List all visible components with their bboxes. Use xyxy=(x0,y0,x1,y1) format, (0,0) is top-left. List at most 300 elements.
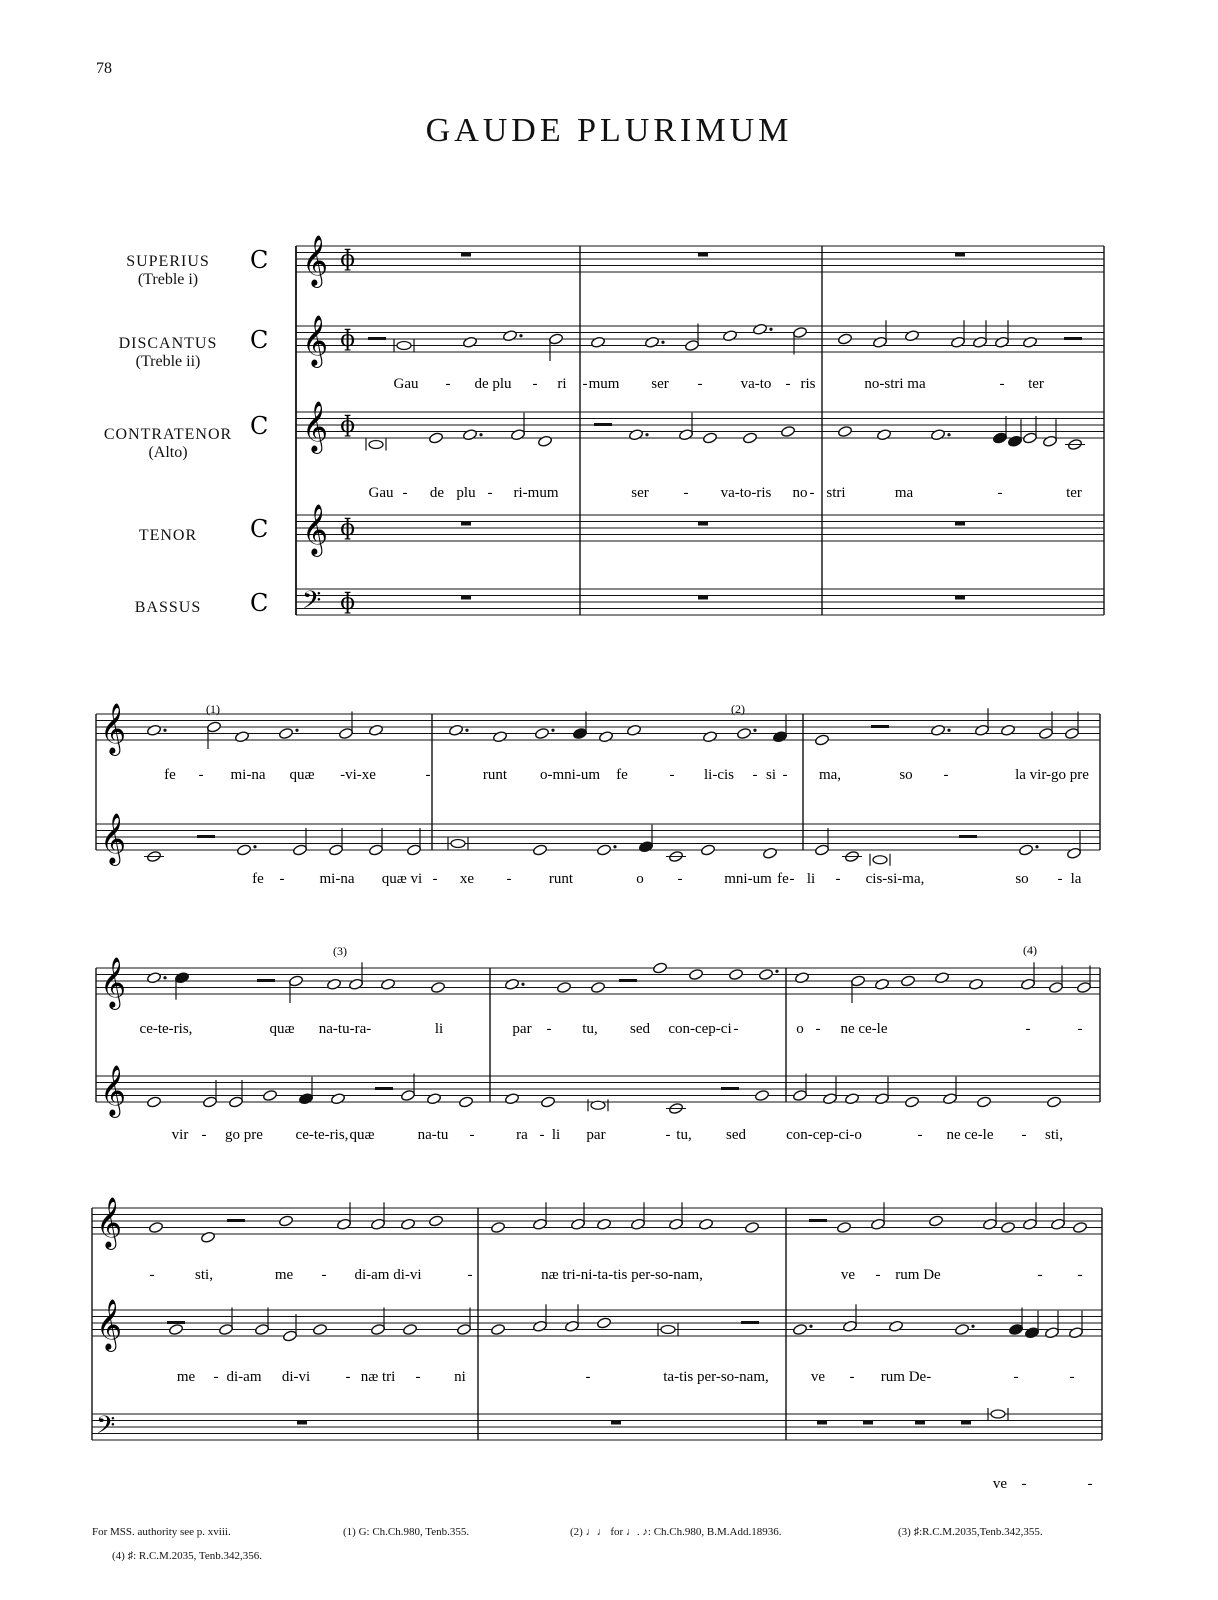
lyric-syllable: - xyxy=(415,1369,421,1385)
lyric-syllable: - xyxy=(198,767,204,783)
whole-note xyxy=(326,978,341,990)
lyric-syllable: di-vi xyxy=(281,1369,311,1385)
lyric-syllable: - xyxy=(999,376,1005,392)
whole-note xyxy=(700,844,715,856)
lyric-syllable: ne ce-le xyxy=(946,1127,994,1143)
whole-note xyxy=(368,724,383,736)
lyric-syllable: mum xyxy=(588,376,620,392)
whole-note xyxy=(490,1221,505,1233)
whole-note xyxy=(736,727,751,739)
whole-note xyxy=(504,978,519,990)
whole-note xyxy=(262,1089,277,1101)
lyric-syllable: - xyxy=(1087,1476,1093,1492)
whole-rest xyxy=(461,253,471,257)
lyric-syllable: - xyxy=(815,1021,821,1037)
lyric-syllable: ser xyxy=(651,376,669,392)
whole-note xyxy=(1018,844,1033,856)
whole-note xyxy=(430,981,445,993)
breve-note xyxy=(451,840,465,848)
lyric-syllable: - xyxy=(321,1267,327,1283)
half-note xyxy=(1022,1218,1037,1230)
whole-rest xyxy=(915,1421,925,1425)
cut-time-signature: ɸ xyxy=(340,327,356,352)
half-note xyxy=(1020,978,1035,990)
lyric-syllable: ra xyxy=(516,1127,528,1143)
whole-note xyxy=(702,432,717,444)
treble-clef: 𝄞 xyxy=(302,235,329,286)
lyric-syllable: - xyxy=(1021,1476,1027,1492)
voice-sub: (Treble i) xyxy=(137,271,199,288)
note-dot xyxy=(163,976,166,979)
whole-note xyxy=(814,734,829,746)
lyric-syllable: mni-um xyxy=(724,871,772,887)
lyric-syllable: - xyxy=(789,871,795,887)
whole-rest xyxy=(955,522,965,526)
whole-rest xyxy=(698,253,708,257)
whole-note xyxy=(448,724,463,736)
whole-note xyxy=(200,1231,215,1243)
whole-note xyxy=(1046,1096,1061,1108)
half-rest xyxy=(741,1321,759,1324)
whole-note xyxy=(146,724,161,736)
half-note xyxy=(870,1218,885,1230)
lyric-syllable: me xyxy=(176,1369,196,1385)
lyric-syllable: ni xyxy=(454,1369,466,1385)
lyric-syllable: de plu xyxy=(474,376,512,392)
whole-note xyxy=(556,981,571,993)
lyric-syllable: - xyxy=(539,1127,545,1143)
whole-note xyxy=(330,1093,345,1105)
lyric-syllable: - xyxy=(997,485,1003,501)
lyric-syllable: ma, xyxy=(818,767,842,783)
lyric-syllable: no xyxy=(792,485,808,501)
half-note xyxy=(668,1218,683,1230)
whole-note xyxy=(744,1221,759,1233)
incipit-mensuration-sign: C xyxy=(250,326,269,354)
lyric-syllable: - xyxy=(849,1369,855,1385)
lyric-syllable: di-am xyxy=(226,1369,262,1385)
half-note xyxy=(532,1320,547,1332)
lyric-syllable: runt xyxy=(482,767,508,783)
whole-note xyxy=(492,731,507,743)
whole-note xyxy=(312,1323,327,1335)
whole-note xyxy=(428,1215,443,1227)
lyric-syllable: va-to xyxy=(740,376,772,392)
lyric-syllable: quæ xyxy=(289,767,315,783)
voice-name: DISCANTUS xyxy=(118,335,218,352)
lyric-syllable: - xyxy=(345,1369,351,1385)
half-note xyxy=(874,1093,889,1105)
half-note xyxy=(282,1330,297,1342)
whole-note xyxy=(462,336,477,348)
breve-note xyxy=(873,856,887,864)
lyric-syllable: li xyxy=(551,1127,561,1143)
voice-name: CONTRATENOR xyxy=(103,426,233,443)
quarter-note xyxy=(174,972,189,984)
note-dot xyxy=(465,729,468,732)
whole-note xyxy=(758,968,773,980)
whole-note xyxy=(590,981,605,993)
lyric-syllable: ter xyxy=(1066,485,1082,501)
half-note xyxy=(872,336,887,348)
half-note xyxy=(564,1320,579,1332)
whole-note xyxy=(928,1215,943,1227)
lyric-syllable: vir xyxy=(171,1127,189,1143)
whole-note xyxy=(688,968,703,980)
whole-note xyxy=(458,1096,473,1108)
lyric-syllable: fe xyxy=(252,871,264,887)
lyric-syllable: næ tri xyxy=(360,1369,396,1385)
whole-note xyxy=(236,844,251,856)
lyric-syllable: me xyxy=(274,1267,294,1283)
whole-note xyxy=(644,336,659,348)
page-title: GAUDE PLURIMUM xyxy=(425,112,793,149)
lyric-syllable: - xyxy=(752,767,758,783)
cut-time-signature: ɸ xyxy=(340,413,356,438)
half-note xyxy=(850,975,865,987)
lyric-syllable: quæ xyxy=(269,1021,295,1037)
half-note xyxy=(842,1320,857,1332)
whole-note xyxy=(888,1320,903,1332)
lyric-syllable: - xyxy=(1077,1021,1083,1037)
half-rest xyxy=(721,1087,739,1090)
lyric-syllable: par xyxy=(586,1127,606,1143)
footnote-2: (2) ♩♩ for ♩. ♪: Ch.Ch.980, B.M.Add.18936. xyxy=(570,1526,782,1538)
lyric-syllable: ce-te-ris, xyxy=(295,1127,349,1143)
footnote-mark: (4) xyxy=(1023,943,1037,957)
whole-note xyxy=(596,1317,611,1329)
whole-note xyxy=(400,1218,415,1230)
lyric-syllable: ter xyxy=(1028,376,1044,392)
whole-note xyxy=(722,330,737,342)
whole-note xyxy=(837,425,852,437)
whole-note xyxy=(278,1215,293,1227)
whole-note xyxy=(1000,1221,1015,1233)
lyric-syllable: fe xyxy=(164,767,176,783)
whole-note xyxy=(904,1096,919,1108)
lyric-syllable: ve xyxy=(810,1369,826,1385)
half-note xyxy=(338,727,353,739)
lyric-syllable: fe xyxy=(777,871,789,887)
voice-sub: (Treble ii) xyxy=(135,353,201,370)
lyric-syllable: - xyxy=(201,1127,207,1143)
half-note xyxy=(328,844,343,856)
bass-clef: 𝄢 xyxy=(96,1411,116,1446)
lyric-syllable: - xyxy=(149,1267,155,1283)
lyric-syllable: næ tri-ni-ta-tis per-so-nam, xyxy=(541,1267,703,1283)
lyric-syllable: ne ce-le xyxy=(840,1021,888,1037)
half-note xyxy=(254,1323,269,1335)
whole-rest xyxy=(297,1421,307,1425)
half-rest xyxy=(871,725,889,728)
lyric-syllable: li xyxy=(434,1021,444,1037)
quarter-note xyxy=(772,731,787,743)
lyric-syllable: so xyxy=(899,767,913,783)
lyric-syllable: - xyxy=(943,767,949,783)
lyric-syllable: ve xyxy=(840,1267,856,1283)
note-dot xyxy=(551,729,554,732)
whole-note xyxy=(537,435,552,447)
half-rest xyxy=(594,423,612,426)
whole-note xyxy=(590,336,605,348)
lyric-syllable: mi-na xyxy=(230,767,266,783)
lyric-syllable: go pre xyxy=(225,1127,263,1143)
half-note xyxy=(336,1218,351,1230)
lyric-syllable: so xyxy=(1015,871,1029,887)
treble-clef: 𝄞 xyxy=(96,1197,123,1248)
half-note xyxy=(218,1323,233,1335)
note-dot xyxy=(521,983,524,986)
quarter-note xyxy=(1007,435,1022,447)
lyric-syllable: fe xyxy=(616,767,628,783)
note-dot xyxy=(479,433,482,436)
half-note xyxy=(370,1323,385,1335)
lyric-syllable: o xyxy=(636,871,644,887)
whole-note xyxy=(428,432,443,444)
whole-note xyxy=(752,323,767,335)
whole-note xyxy=(1072,1221,1087,1233)
whole-note xyxy=(742,432,757,444)
lyric-syllable: na-tu xyxy=(417,1127,449,1143)
lyric-syllable: no-stri ma xyxy=(864,376,926,392)
lyric-syllable: - xyxy=(1069,1369,1075,1385)
whole-note xyxy=(402,1323,417,1335)
half-note xyxy=(548,333,563,345)
note-dot xyxy=(645,433,648,436)
lyric-syllable: mi-na xyxy=(319,871,355,887)
lyric-syllable: con-cep-ci xyxy=(668,1021,732,1037)
voice-name: SUPERIUS xyxy=(126,253,210,270)
lyric-syllable: - xyxy=(733,1021,739,1037)
half-rest xyxy=(619,979,637,982)
whole-note xyxy=(534,727,549,739)
whole-rest xyxy=(817,1421,827,1425)
whole-note xyxy=(596,844,611,856)
whole-rest xyxy=(955,596,965,600)
lyric-syllable: - xyxy=(782,767,788,783)
note-dot xyxy=(519,334,522,337)
half-note xyxy=(792,1089,807,1101)
lyric-syllable: - xyxy=(1057,871,1063,887)
lyric-syllable: ma xyxy=(894,485,914,501)
half-note xyxy=(1038,727,1053,739)
footnote-mark: (2) xyxy=(731,702,745,716)
treble-clef: 𝄞 xyxy=(100,703,127,754)
whole-note xyxy=(1000,724,1015,736)
whole-note xyxy=(844,1093,859,1105)
lyric-syllable: sti, xyxy=(195,1267,213,1283)
lyric-syllable: Gau xyxy=(393,376,419,392)
lyric-syllable: rum De xyxy=(895,1267,941,1283)
breve-note xyxy=(397,342,411,350)
whole-note xyxy=(148,1221,163,1233)
whole-note xyxy=(876,429,891,441)
lyric-syllable: runt xyxy=(548,871,574,887)
lyric-syllable: - xyxy=(669,767,675,783)
lyric-syllable: - xyxy=(785,376,791,392)
lyric-syllable: la xyxy=(1070,871,1082,887)
half-note xyxy=(288,975,303,987)
whole-note xyxy=(754,1089,769,1101)
quarter-note xyxy=(638,841,653,853)
whole-note xyxy=(462,429,477,441)
half-note xyxy=(950,336,965,348)
lyric-syllable: va-to-ris xyxy=(720,485,772,501)
whole-note xyxy=(502,330,517,342)
whole-note xyxy=(837,333,852,345)
lyric-syllable: ce-te-ris, xyxy=(139,1021,193,1037)
lyric-syllable: ri-mum xyxy=(513,485,559,501)
lyric-syllable: plu xyxy=(456,485,476,501)
whole-note xyxy=(934,972,949,984)
half-note xyxy=(972,336,987,348)
lyric-syllable: - xyxy=(487,485,493,501)
whole-rest xyxy=(461,596,471,600)
lyric-syllable: - xyxy=(875,1267,881,1283)
half-note xyxy=(630,1218,645,1230)
whole-rest xyxy=(698,596,708,600)
lyric-syllable: - xyxy=(213,1369,219,1385)
half-rest xyxy=(368,337,386,340)
whole-note xyxy=(836,1221,851,1233)
lyric-syllable: - xyxy=(279,871,285,887)
quarter-note xyxy=(572,727,587,739)
lyric-syllable: par xyxy=(512,1021,532,1037)
half-note xyxy=(684,339,699,351)
quarter-note xyxy=(992,432,1007,444)
whole-note xyxy=(874,978,889,990)
half-note xyxy=(348,978,363,990)
footnote-3: (3) ♯:R.C.M.2035,Tenb.342,355. xyxy=(898,1526,1043,1538)
half-note xyxy=(570,1218,585,1230)
half-note xyxy=(292,844,307,856)
whole-rest xyxy=(461,522,471,526)
whole-note xyxy=(728,968,743,980)
note-dot xyxy=(253,845,256,848)
lyric-syllable: - xyxy=(582,376,588,392)
treble-clef: 𝄞 xyxy=(100,1065,127,1116)
lyric-syllable: - xyxy=(546,1021,552,1037)
lyric-syllable: tu, xyxy=(676,1127,692,1143)
footnote-mark: (3) xyxy=(333,944,347,958)
lyric-syllable: - xyxy=(665,1127,671,1143)
whole-note xyxy=(976,1096,991,1108)
lyric-syllable: ta-tis per-so-nam, xyxy=(663,1369,769,1385)
half-note xyxy=(400,1089,415,1101)
half-note xyxy=(1050,1218,1065,1230)
voice-sub: (Alto) xyxy=(148,444,188,461)
lyric-syllable: ser xyxy=(631,485,649,501)
lyric-syllable: ris xyxy=(800,376,816,392)
half-note xyxy=(678,429,693,441)
footnote-authority: For MSS. authority see p. xviii. xyxy=(92,1526,231,1538)
half-note xyxy=(1066,847,1081,859)
voice-name: TENOR xyxy=(138,527,198,544)
lyric-syllable: ve xyxy=(992,1476,1008,1492)
note-dot xyxy=(947,433,950,436)
whole-note xyxy=(490,1323,505,1335)
lyric-syllable: - xyxy=(506,871,512,887)
half-note xyxy=(1048,981,1063,993)
half-note xyxy=(368,844,383,856)
whole-note xyxy=(146,1096,161,1108)
lyric-syllable: cis-si-ma, xyxy=(865,871,925,887)
treble-clef: 𝄞 xyxy=(96,1299,123,1350)
lyric-syllable: - xyxy=(469,1127,475,1143)
whole-note xyxy=(146,972,161,984)
whole-note xyxy=(168,1323,183,1335)
whole-note xyxy=(1022,336,1037,348)
quarter-note xyxy=(1024,1327,1039,1339)
incipit-mensuration-sign: C xyxy=(250,589,269,617)
lyric-syllable: na-tu-ra- xyxy=(318,1021,372,1037)
whole-note xyxy=(954,1323,969,1335)
lyric-syllable: li-cis xyxy=(704,767,734,783)
treble-clef: 𝄞 xyxy=(302,504,329,555)
lyric-syllable: - xyxy=(1037,1267,1043,1283)
whole-note xyxy=(794,972,809,984)
whole-note xyxy=(702,731,717,743)
lyric-syllable: con-cep-ci-o xyxy=(786,1127,862,1143)
note-dot xyxy=(775,970,778,973)
half-note xyxy=(1044,1327,1059,1339)
half-rest xyxy=(809,1219,827,1222)
lyric-syllable: quæ xyxy=(349,1127,375,1143)
note-dot xyxy=(769,328,772,331)
whole-note xyxy=(698,1218,713,1230)
half-note xyxy=(1064,727,1079,739)
whole-note xyxy=(598,731,613,743)
note-dot xyxy=(163,729,166,732)
lyric-syllable: - xyxy=(677,871,683,887)
whole-note xyxy=(628,429,643,441)
half-note xyxy=(228,1096,243,1108)
cut-time-signature: ɸ xyxy=(340,247,356,272)
whole-rest xyxy=(698,522,708,526)
lyric-syllable: si xyxy=(765,767,777,783)
whole-note xyxy=(792,1323,807,1335)
note-dot xyxy=(613,845,616,848)
whole-note xyxy=(780,425,795,437)
breve-note xyxy=(369,441,383,449)
lyric-syllable: - xyxy=(1025,1021,1031,1037)
lyric-syllable: -vi-xe xyxy=(340,767,376,783)
lyric-syllable: - xyxy=(425,767,431,783)
note-dot xyxy=(971,1325,974,1328)
half-rest xyxy=(1064,337,1082,340)
note-dot xyxy=(753,729,756,732)
score-marks xyxy=(92,235,1104,1446)
whole-rest xyxy=(863,1421,873,1425)
note-dot xyxy=(1035,845,1038,848)
half-note xyxy=(982,1218,997,1230)
lyric-syllable: rum De- xyxy=(880,1369,932,1385)
treble-clef: 𝄞 xyxy=(100,813,127,864)
whole-note xyxy=(380,978,395,990)
lyric-syllable: tu, xyxy=(582,1021,598,1037)
breve-note xyxy=(661,1326,675,1334)
whole-note xyxy=(426,1093,441,1105)
whole-note xyxy=(968,978,983,990)
quarter-note xyxy=(298,1093,313,1105)
whole-note xyxy=(652,962,667,974)
voice-name: BASSUS xyxy=(134,599,202,616)
incipit-mensuration-sign: C xyxy=(250,515,269,543)
half-note xyxy=(406,844,421,856)
whole-rest xyxy=(961,1421,971,1425)
whole-note xyxy=(540,1096,555,1108)
cut-time-signature: ɸ xyxy=(340,590,356,615)
